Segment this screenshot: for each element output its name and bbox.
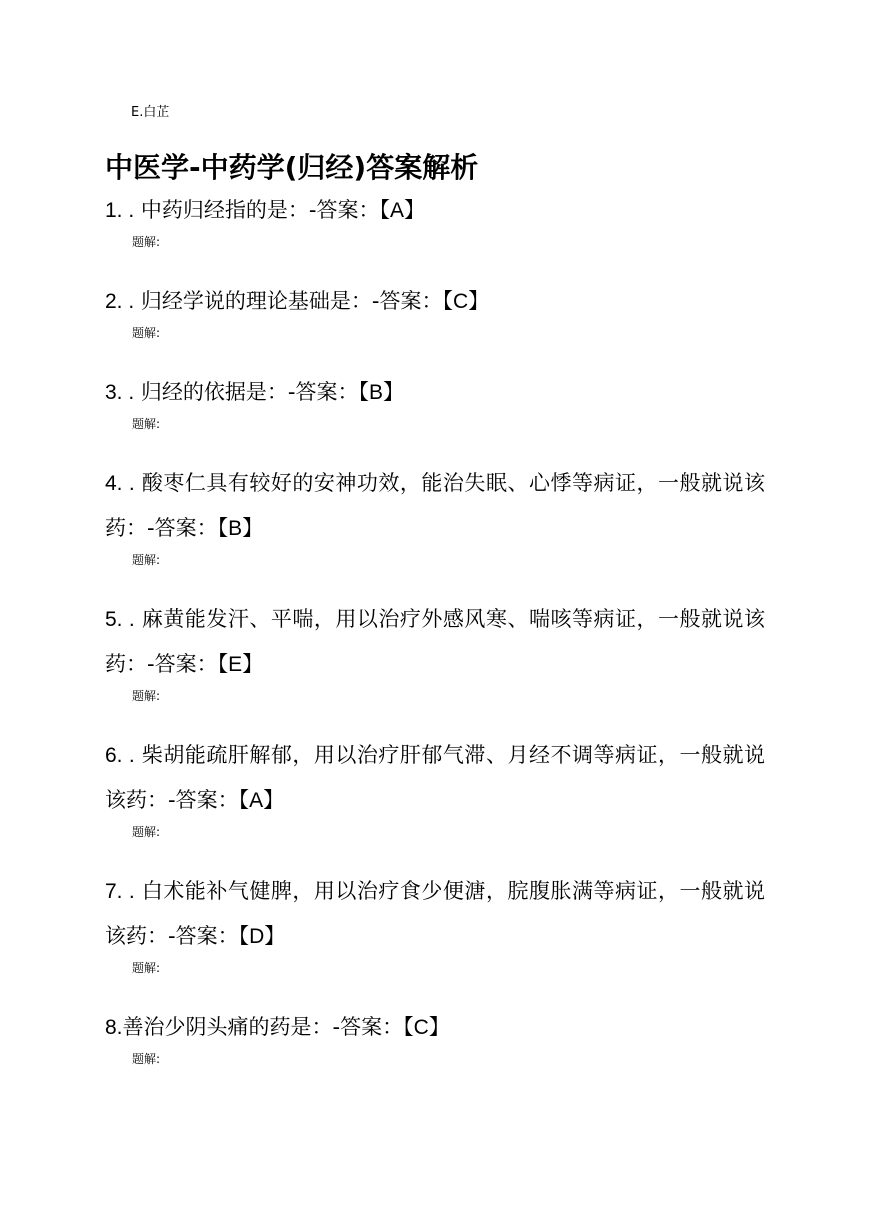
answer-label: -答案： (332, 1015, 404, 1039)
explanation-label: 题解: (132, 417, 161, 431)
question-text: 柴胡能疏肝解郁，用以治疗肝郁气滞、月经不调等病证，一般就说该药： (105, 743, 765, 812)
question-number: 5. . (105, 608, 135, 631)
answer-value: 【B】 (217, 517, 264, 540)
question-number: 8. (105, 1016, 123, 1039)
explanation-label: 题解: (132, 235, 161, 249)
qa-item-5 (105, 597, 765, 733)
explanation-label: 题解: (132, 689, 161, 703)
qa-item-7 (105, 869, 765, 1005)
answer-value: 【C】 (442, 290, 490, 313)
question-number: 1. . (105, 199, 135, 222)
explanation-label: 题解: (132, 961, 161, 975)
question-4 (105, 461, 765, 551)
answer-value: 【B】 (358, 381, 404, 404)
answer-label: -答案： (168, 788, 239, 812)
explanation-label: 题解: (132, 825, 161, 839)
question-3 (105, 370, 765, 415)
question-number: 6. . (105, 744, 135, 767)
previous-option-e: E.白芷 (131, 105, 170, 120)
answer-value: 【E】 (217, 653, 264, 676)
answer-value: 【D】 (238, 925, 286, 948)
answer-label: -答案： (147, 516, 218, 540)
question-number: 4. . (105, 472, 135, 495)
qa-item-6 (105, 733, 765, 869)
document-title: 中医学-中药学(归经)答案解析 (105, 151, 479, 184)
question-text: 酸枣仁具有较好的安神功效，能治失眠、心悸等病证，一般就说该药： (105, 471, 765, 540)
answer-label: -答案： (168, 924, 239, 948)
qa-item-8 (105, 1005, 765, 1096)
qa-list (105, 188, 765, 1096)
question-number: 2. . (105, 290, 135, 313)
question-5 (105, 597, 765, 687)
explanation-label: 题解: (132, 553, 161, 567)
answer-label: -答案： (147, 652, 218, 676)
answer-value: 【A】 (238, 789, 285, 812)
question-8 (105, 1005, 765, 1050)
question-text: 善治少阴头痛的药是： (122, 1015, 333, 1039)
qa-item-1 (105, 188, 765, 279)
question-number: 7. . (105, 880, 135, 903)
question-text: 归经的依据是： (140, 380, 288, 404)
answer-label: -答案： (308, 198, 380, 222)
question-text: 中药归经指的是： (140, 198, 309, 222)
qa-item-3 (105, 370, 765, 461)
question-2 (105, 279, 765, 324)
explanation-label: 题解: (132, 326, 161, 340)
question-number: 3. . (105, 381, 135, 404)
answer-label: -答案： (287, 380, 359, 404)
question-7 (105, 869, 765, 959)
question-text: 归经学说的理论基础是： (140, 289, 372, 313)
qa-item-4 (105, 461, 765, 597)
question-text: 白术能补气健脾，用以治疗食少便溏，脘腹胀满等病证，一般就说该药： (105, 879, 765, 948)
question-text: 麻黄能发汗、平喘，用以治疗外感风寒、喘咳等病证，一般就说该药： (105, 607, 765, 676)
qa-item-2 (105, 279, 765, 370)
answer-value: 【A】 (379, 199, 425, 222)
explanation-label: 题解: (132, 1052, 161, 1066)
question-1 (105, 188, 765, 233)
answer-label: -答案： (371, 289, 443, 313)
answer-value: 【C】 (403, 1016, 450, 1039)
question-6 (105, 733, 765, 823)
